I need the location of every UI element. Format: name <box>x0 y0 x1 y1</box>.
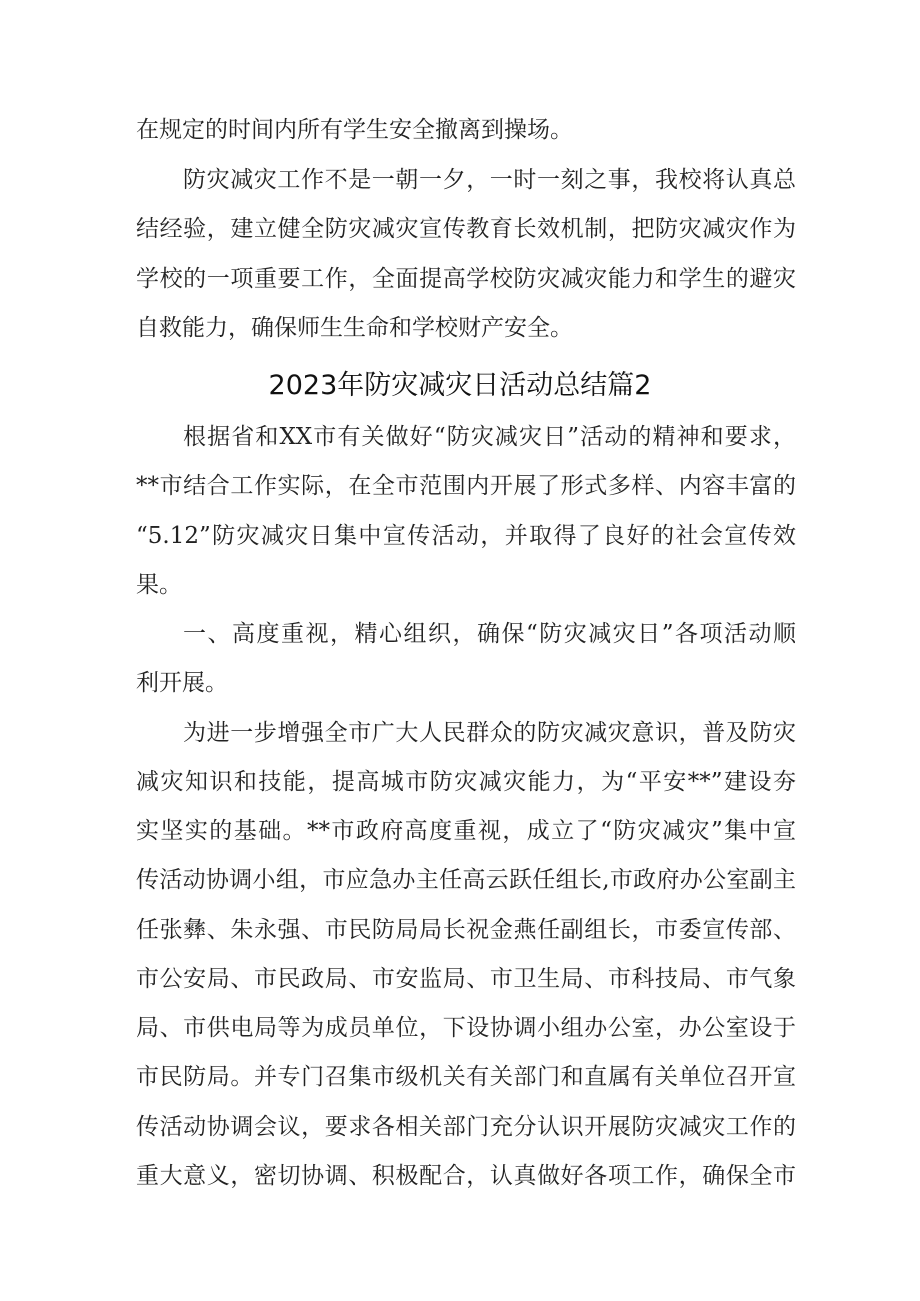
paragraph-line: 局、市供电局等为成员单位，下设协调小组办公室，办公室设于 <box>136 1015 796 1041</box>
paragraph-line: 在规定的时间内所有学生安全撤离到操场。 <box>136 117 573 143</box>
paragraph-line: 防灾减灾工作不是一朝一夕，一时一刻之事，我校将认真总 <box>183 167 796 193</box>
section-title: 2023年防灾减灾日活动总结篇2 <box>268 370 652 401</box>
paragraph-line: 任张彝、朱永强、市民防局局长祝金燕任副组长，市委宣传部、 <box>136 917 796 943</box>
paragraph-line: 市公安局、市民政局、市安监局、市卫生局、市科技局、市气象 <box>136 966 796 992</box>
paragraph-line: 为进一步增强全市广大人民群众的防灾减灾意识，普及防灾 <box>183 720 796 746</box>
paragraph-line: 传活动协调小组，市应急办主任高云跃任组长,市政府办公室副主 <box>136 867 796 893</box>
paragraph-line: 重大意义，密切协调、积极配合，认真做好各项工作，确保全市 <box>136 1163 796 1189</box>
paragraph-line: 传活动协调会议，要求各相关部门充分认识开展防灾减灾工作的 <box>136 1114 796 1140</box>
heading-line: 一、高度重视，精心组织，确保“防灾减灾日”各项活动顺 <box>183 621 796 647</box>
paragraph-line: 果。 <box>136 572 182 598</box>
heading-line: 利开展。 <box>136 670 228 696</box>
paragraph-line: “5.12”防灾减灾日集中宣传活动，并取得了良好的社会宣传效 <box>136 523 796 549</box>
paragraph-line: 市民防局。并专门召集市级机关有关部门和直属有关单位召开宣 <box>136 1064 796 1090</box>
paragraph-line: 实坚实的基础。**市政府高度重视，成立了“防灾减灾”集中宣 <box>136 818 796 844</box>
paragraph-line: 结经验，建立健全防灾减灾宣传教育长效机制，把防灾减灾作为 <box>136 216 796 242</box>
paragraph-line: 根据省和XX市有关做好“防灾减灾日”活动的精神和要求， <box>183 424 796 450</box>
paragraph-line: **市结合工作实际，在全市范围内开展了形式多样、内容丰富的 <box>136 473 796 499</box>
paragraph-line: 学校的一项重要工作，全面提高学校防灾减灾能力和学生的避灾 <box>136 266 796 292</box>
paragraph-line: 自救能力，确保师生生命和学校财产安全。 <box>136 315 573 341</box>
paragraph-line: 减灾知识和技能，提高城市防灾减灾能力，为“平安**”建设夯 <box>136 769 796 795</box>
